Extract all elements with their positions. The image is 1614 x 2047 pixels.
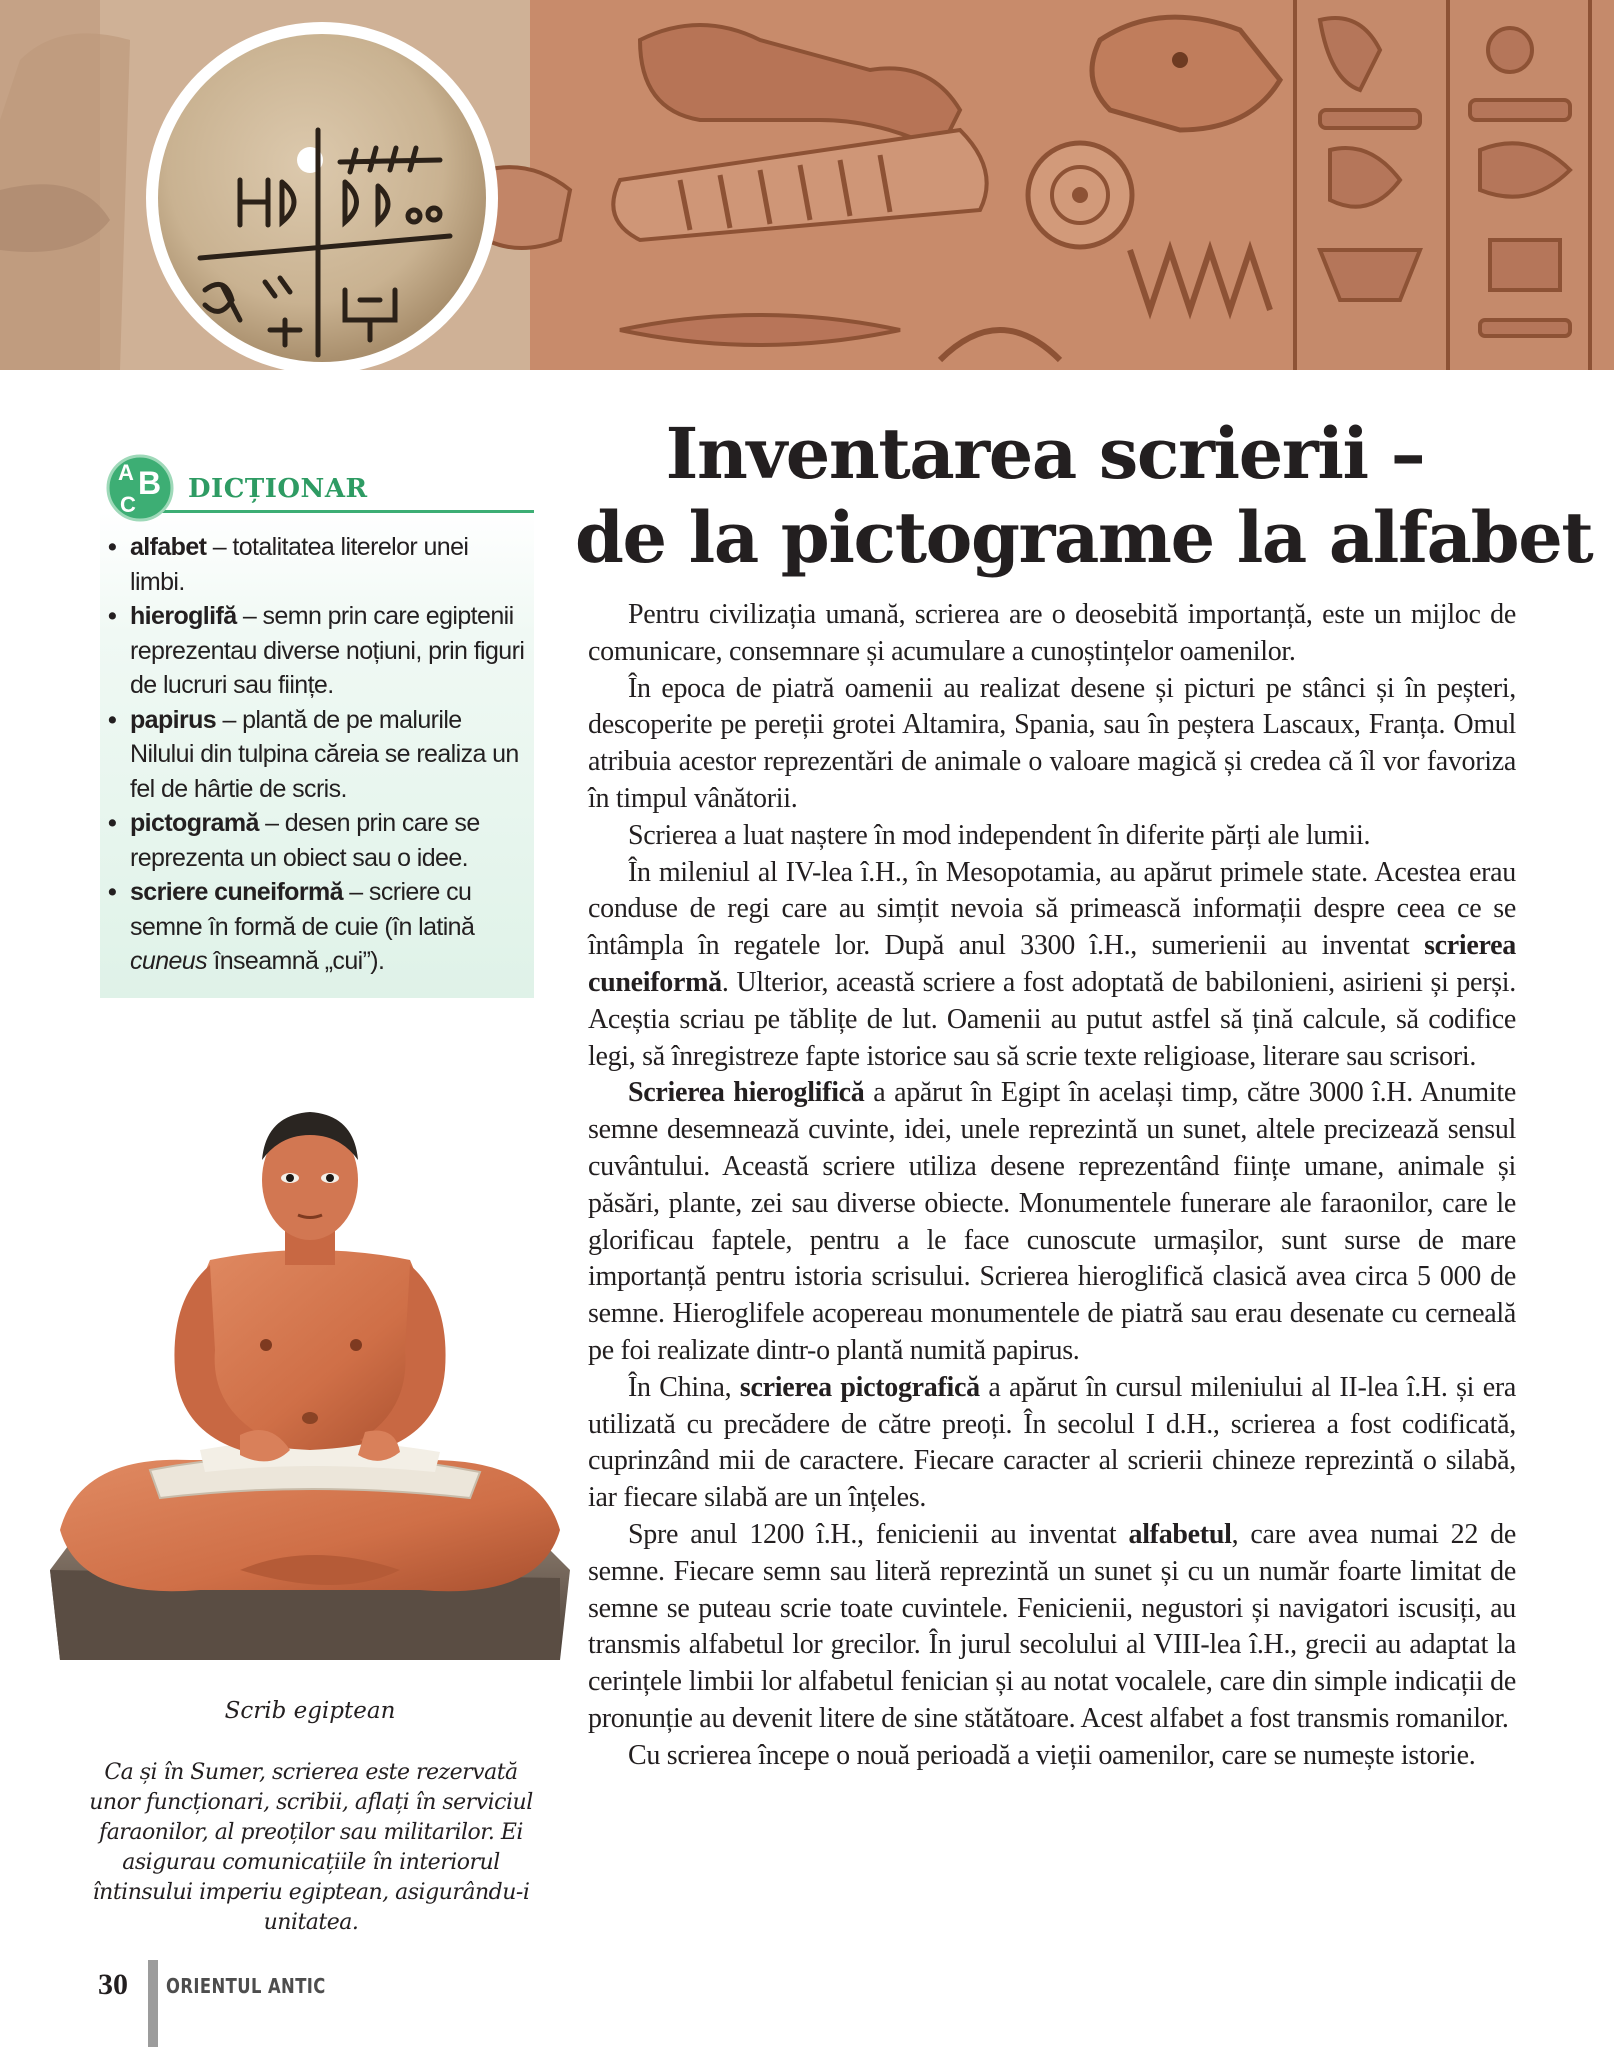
dictionary-entry: • alfabet – totalitatea literelor unei limbi. — [108, 533, 469, 596]
page-title-line-2: de la pictograme la alfabet — [575, 496, 1593, 579]
paragraph — [588, 855, 1516, 1076]
dictionary-entry: • hieroglifă – semn prin care egiptenii reprezentau diverse noțiuni, prin figuri de lucruri sau ființe. — [108, 602, 525, 699]
dictionary-term: alfabet — [130, 533, 207, 561]
paragraph-text: Spre anul 1200 î.H., fenicienii au inventat — [628, 1518, 1129, 1550]
badge-letter-a: A — [118, 460, 134, 485]
paragraph-text: a apărut în cursul mileniului al II-lea î.H. și era utilizată cu precădere de către preoți. În secolul I d.H., scrierea a fost codificată, cuprinzând mii de caractere. Fiecare caracter al scrierii chineze reprezintă o silabă, iar fiecare silabă are un înțeles. — [588, 1371, 1516, 1514]
key-term: Scrierea hieroglifică — [628, 1077, 865, 1109]
abc-badge-icon — [102, 452, 184, 522]
paragraph-text: , care avea numai 22 de semne. Fiecare semn sau literă reprezintă un sunet și cu un număr foarte limitat de semne se puteau scrie toate cuvintele. Fenicienii, negustori și navigatori iscusiți, au transmis alfabetul lor grecilor. În jurul secolului al VIII-lea î.H., grecii au adaptat la cerințele limbii lor alfabetul fenician și au notat vocalele, care din simple indicații de pronunție au devenit litere de sine stătătoare. Acest alfabet a fost transmis romanilor. — [588, 1518, 1517, 1734]
dictionary-term: scriere cuneiformă — [130, 878, 343, 906]
hieroglyph-relief-illustration — [0, 0, 1614, 370]
dictionary-definition: – desen prin care se reprezenta un obiect sau o idee. — [130, 809, 480, 872]
dictionary-box — [100, 452, 534, 998]
paragraph: Pentru civilizația umană, scrierea are o deosebită importanță, este un mijloc de comunicare, consemnare și acumulare a cunoștințelor oamenilor. — [588, 599, 1516, 667]
paragraph — [588, 1517, 1516, 1738]
dictionary-list — [106, 530, 526, 979]
badge-letter-c: C — [120, 492, 136, 517]
dictionary-entry: • scriere cuneiformă – scriere cu semne în formă de cuie (în latină cuneus înseamnă „cui”). — [108, 878, 475, 975]
dictionary-term: pictogramă — [130, 809, 259, 837]
section-name: ORIENTUL ANTIC — [166, 1974, 326, 1998]
paragraph-text: a apărut în Egipt în același timp, către 3000 î.H. Anumite semne desemnează cuvinte, idei, unele reprezintă un sunet, altele precizează sensul cuvântului. Această scriere utiliza desene reprezentând ființe umane, animale și păsări, plante, zei sau diverse obiecte. Monumentele funerare ale faraonilor, care le glorificau faptele, pentru a le face cunoscute urmașilor, sunt surse de mare importanță pentru istoria scrisului. Scrierea hieroglifică clasică avea circa 5 000 de semne. Hieroglifele acopereau monumentele de piatră sau erau desenate cu cerneală pe foi realizate dintr-o plantă numită papirus. — [588, 1077, 1516, 1366]
paragraph: Cu scrierea începe o nouă perioadă a vieții oamenilor, care se numește istorie. — [628, 1739, 1476, 1771]
page-number: 30 — [98, 1968, 128, 2001]
badge-letter-b: B — [138, 465, 162, 501]
article-body — [588, 597, 1516, 1775]
dictionary-definition: – semn prin care egiptenii reprezentau diverse noțiuni, prin figuri de lucruri sau ființe. — [130, 602, 525, 699]
key-term: scrierea pictografică — [739, 1371, 980, 1403]
page-title-line-1: Inventarea scrierii – — [665, 412, 1425, 495]
paragraph — [588, 1075, 1516, 1369]
dictionary-definition: – plantă de pe malurile Nilului din tulpina căreia se realiza un fel de hârtie de scris. — [130, 705, 519, 803]
footer-divider — [148, 1960, 158, 2047]
dictionary-entry: • papirus – plantă de pe malurile Nilului din tulpina căreia se realiza un fel de hârtie de scris. — [108, 705, 519, 803]
paragraph — [588, 1370, 1516, 1517]
dictionary-latin-word: cuneus — [130, 947, 208, 975]
header-banner-image — [0, 0, 1614, 370]
paragraph: Scrierea a luat naștere în mod independent în diferite părți ale lumii. — [628, 819, 1371, 851]
dictionary-definition-end: înseamnă „cui”). — [207, 947, 385, 975]
seated-scribe-statue-image — [40, 1100, 580, 1700]
key-term: alfabetul — [1128, 1518, 1232, 1550]
dictionary-definition: – scriere cu semne în formă de cuie (în latină — [130, 878, 475, 941]
page-title — [575, 412, 1593, 580]
dictionary-title: DICȚIONAR — [188, 474, 368, 504]
paragraph: În epoca de piatră oamenii au realizat desene și picturi pe stânci și în peșteri, descoperite pe pereții grotei Altamira, Spania, sau în peștera Lascaux, Franța. Omul atribuia acestor reprezentări de animale o valoare magică și credea că îl vor favoriza în timpul vânătorii. — [588, 672, 1516, 814]
dictionary-term: hieroglifă — [130, 602, 237, 630]
dictionary-definition: – totalitatea literelor unei limbi. — [130, 533, 469, 596]
paragraph-text: În mileniul al IV-lea î.H., în Mesopotamia, au apărut primele state. Acestea erau conduse de regi care au simțit nevoia să primească informații despre ceea ce se întâmpla în regatele lor. După anul 3300 î.H., sumerienii au inventat — [588, 856, 1516, 962]
dictionary-term: papirus — [130, 705, 217, 734]
dictionary-entry: • pictogramă – desen prin care se reprezenta un obiect sau o idee. — [108, 809, 480, 872]
paragraph-text: . Ulterior, această scriere a fost adoptată de babilonieni, asirieni și perși. Aceștia scriau pe tăblițe de lut. Oamenii au putut astfel să țină calcule, să codifice legi, să înregistreze fapte istorice sau să scrie texte religioase, literare sau scrisori. — [588, 966, 1516, 1072]
dictionary-title-rule — [140, 510, 534, 513]
key-term: scrierea cuneiformă — [588, 930, 1516, 998]
figure-caption-title: Scrib egiptean — [224, 1698, 396, 1724]
figure-caption-text: Ca și în Sumer, scrierea este rezervată unor funcționari, scribii, aflați în serviciul faraonilor, al preoților sau militarilor. Ei asigurau comunicațiile în interiorul întinsului imperiu egiptean, asigurându-i unitatea. — [89, 1760, 533, 1935]
paragraph-text: În China, — [628, 1371, 740, 1403]
